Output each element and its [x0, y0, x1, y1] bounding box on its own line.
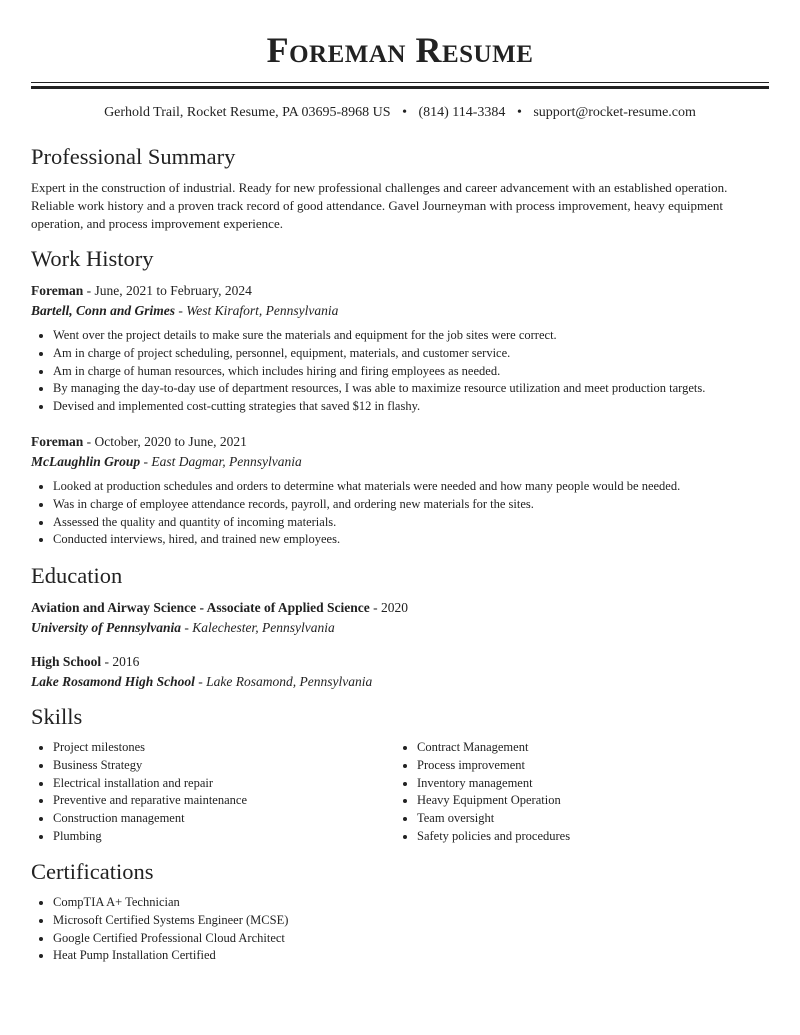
- degree-line: [31, 653, 139, 671]
- list-item: • Plumbing: [53, 828, 393, 846]
- contact-email: support@rocket-resume.com: [533, 105, 696, 120]
- list-item: • Process improvement: [417, 757, 777, 775]
- list-item: • Went over the project details to make sure the materials and equipment for the job sites were correct.: [53, 327, 773, 345]
- title-rule-thick: [31, 86, 769, 89]
- school-location: - Lake Rosamond, Pennsylvania: [194, 674, 373, 689]
- list-item: • Heat Pump Installation Certified: [53, 947, 773, 965]
- job-dates: - October, 2020 to June, 2021: [83, 434, 247, 449]
- list-item: • Contract Management: [417, 739, 777, 757]
- list-item: • Microsoft Certified Systems Engineer (MCSE): [53, 912, 773, 930]
- list-item: • Looked at production schedules and orders to determine what materials were needed and how many people would be needed.: [53, 478, 773, 496]
- school-name: University of Pennsylvania: [31, 620, 181, 635]
- job-company-line: [31, 302, 338, 320]
- school-line: [31, 673, 372, 691]
- job-title: Foreman: [31, 283, 84, 298]
- job-location: - West Kirafort, Pennsylvania: [175, 303, 339, 318]
- list-item: • Heavy Equipment Operation: [417, 792, 777, 810]
- job-duties-list: [31, 327, 773, 416]
- resume-title: Foreman Resume: [266, 30, 534, 70]
- list-item: • Electrical installation and repair: [53, 775, 393, 793]
- skills-list-left: [31, 739, 393, 846]
- certifications-heading: Certifications: [31, 859, 154, 884]
- list-item: • Am in charge of project scheduling, personnel, equipment, materials, and customer service.: [53, 345, 773, 363]
- degree-line: [31, 599, 408, 617]
- summary-heading: Professional Summary: [31, 144, 236, 169]
- list-item: • Am in charge of human resources, which includes hiring and firing employees as needed.: [53, 363, 773, 381]
- contact-line: [0, 104, 800, 122]
- title-rule-thin: [31, 82, 769, 83]
- list-item: • Safety policies and procedures: [417, 828, 777, 846]
- list-item: • Construction management: [53, 810, 393, 828]
- summary-text: Expert in the construction of industrial. Ready for new professional challenges and career advancement with an established operation. Reliable work history and a proven track record of good attendance. Gavel Journeyman with process improvement, heavy equipment operation, and process improvement experience.: [31, 180, 728, 231]
- list-item: • By managing the day-to-day use of department resources, I was able to maximize resource utilization and meet production targets.: [53, 380, 773, 398]
- skills-list-right: [395, 739, 777, 846]
- education-heading: Education: [31, 563, 123, 588]
- job-dates: - June, 2021 to February, 2024: [83, 283, 252, 298]
- list-item: • Team oversight: [417, 810, 777, 828]
- degree-name: Aviation and Airway Science - Associate of Applied Science: [31, 600, 370, 615]
- job-title-line: [31, 282, 252, 300]
- job-company: Bartell, Conn and Grimes: [31, 303, 176, 318]
- contact-separator: •: [402, 105, 407, 120]
- list-item: • Project milestones: [53, 739, 393, 757]
- job-duties-list: [31, 478, 773, 549]
- school-line: [31, 619, 335, 637]
- certifications-list: [31, 894, 773, 965]
- job-company-line: [31, 453, 302, 471]
- contact-phone: (814) 114-3384: [418, 105, 506, 120]
- work-history-heading: Work History: [31, 246, 154, 271]
- school-name: Lake Rosamond High School: [31, 674, 195, 689]
- list-item: • Devised and implemented cost-cutting strategies that saved $12 in flashy.: [53, 398, 773, 416]
- list-item: • Was in charge of employee attendance records, payroll, and ordering new materials for the sites.: [53, 496, 773, 514]
- list-item: • Conducted interviews, hired, and trained new employees.: [53, 531, 773, 549]
- degree-year: - 2016: [101, 654, 140, 669]
- degree-year: - 2020: [369, 600, 408, 615]
- skills-heading: Skills: [31, 704, 83, 729]
- list-item: • Business Strategy: [53, 757, 393, 775]
- job-company: McLaughlin Group: [31, 454, 141, 469]
- list-item: • Preventive and reparative maintenance: [53, 792, 393, 810]
- job-title: Foreman: [31, 434, 84, 449]
- school-location: - Kalechester, Pennsylvania: [181, 620, 335, 635]
- job-location: - East Dagmar, Pennsylvania: [140, 454, 302, 469]
- degree-name: High School: [31, 654, 102, 669]
- list-item: • Inventory management: [417, 775, 777, 793]
- list-item: • Google Certified Professional Cloud Architect: [53, 930, 773, 948]
- contact-separator: •: [516, 105, 522, 120]
- job-title-line: [31, 433, 247, 451]
- list-item: • Assessed the quality and quantity of incoming materials.: [53, 514, 773, 532]
- list-item: • CompTIA A+ Technician: [53, 894, 773, 912]
- contact-address: Gerhold Trail, Rocket Resume, PA 03695-8968 US: [104, 105, 391, 120]
